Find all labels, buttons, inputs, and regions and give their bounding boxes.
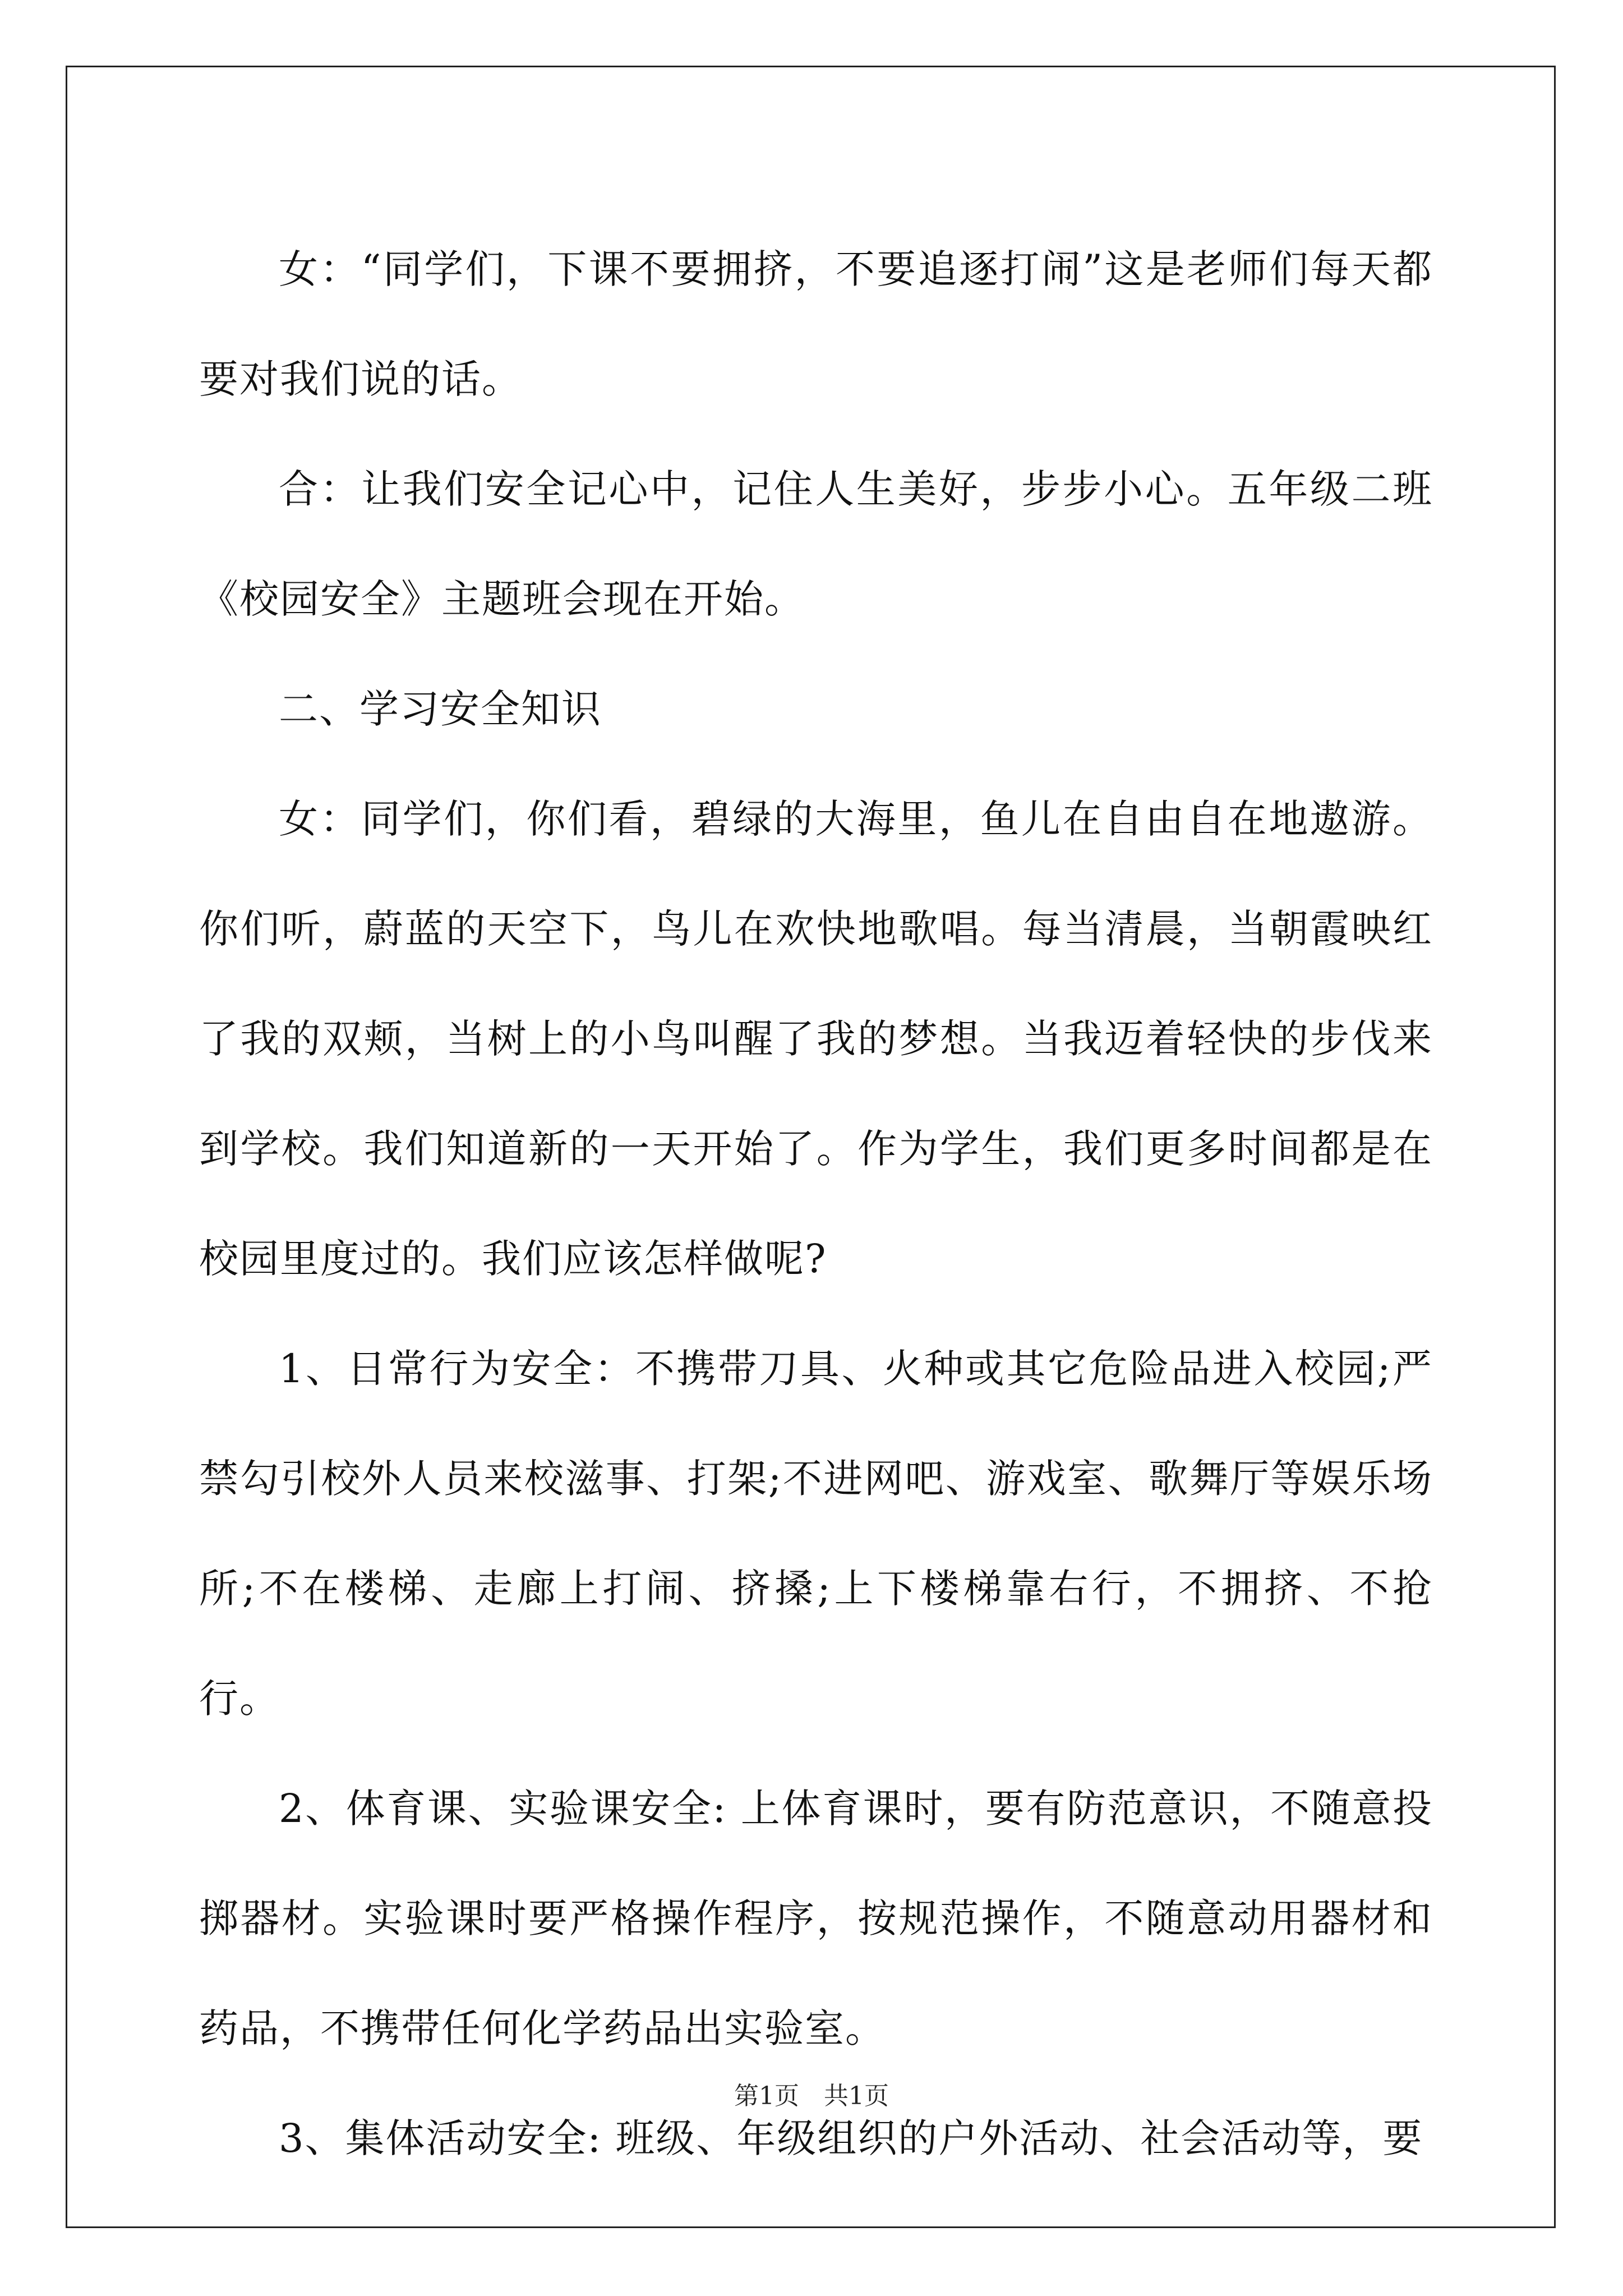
- paragraph: 1、日常行为安全：不携带刀具、火种或其它危险品进入校园;严禁勾引校外人员来校滋事、打架;不进网吧、游戏室、歌舞厅等娱乐场所;不在楼梯、走廊上打闹、挤搡;上下楼梯靠右行，不拥挤、不抢行。: [199, 1346, 1433, 1722]
- section-heading: 二、学习安全知识: [279, 686, 602, 732]
- page-footer: 第1页 共1页: [734, 2082, 889, 2110]
- paragraph: 合：让我们安全记心中，记住人生美好，步步小心。五年级二班《校园安全》主题班会现在开始。: [199, 466, 1433, 622]
- document-body: [199, 214, 1433, 2193]
- paragraph: 3、集体活动安全: 班级、年级组织的户外活动、社会活动等，要: [279, 2115, 1423, 2161]
- paragraph: 2、体育课、实验课安全: 上体育课时，要有防范意识，不随意投掷器材。实验课时要严格操作程序，按规范操作，不随意动用器材和药品，不携带任何化学药品出实验室。: [199, 1786, 1433, 2051]
- paragraph: 女：“同学们，下课不要拥挤，不要追逐打闹”这是老师们每天都要对我们说的话。: [199, 246, 1433, 402]
- paragraph: 女：同学们，你们看，碧绿的大海里，鱼儿在自由自在地遨游。你们听，蔚蓝的天空下，鸟儿在欢快地歌唱。每当清晨，当朝霞映红了我的双颊，当树上的小鸟叫醒了我的梦想。当我迈着轻快的步伐来到学校。我们知道新的一天开始了。作为学生，我们更多时间都是在校园里度过的。我们应该怎样做呢?: [199, 796, 1433, 1282]
